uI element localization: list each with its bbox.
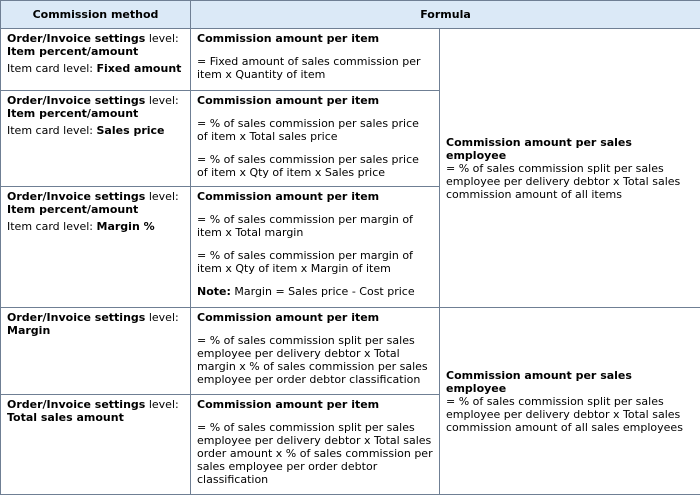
method-level-value: Total sales amount xyxy=(7,411,124,424)
table-row xyxy=(1,308,700,395)
formula-cell xyxy=(191,91,440,187)
formula-text: = % of sales commission split per sales employee per delivery debtor x Total sales order amount x % of sales commission per sales employee per order debtor classification xyxy=(197,421,433,486)
item-card-level-label: Item card level: xyxy=(7,62,97,75)
formula-text: = % of sales commission per sales price of item x Total sales price xyxy=(197,117,419,143)
level-label: level: xyxy=(145,94,179,107)
order-invoice-settings-label: Order/Invoice settings xyxy=(7,190,146,203)
order-invoice-settings-label: Order/Invoice settings xyxy=(7,398,146,411)
method-cell xyxy=(1,395,191,495)
item-card-line xyxy=(7,124,184,137)
header-formula: Formula xyxy=(191,1,700,29)
formula-title: Commission amount per item xyxy=(197,398,380,411)
formula-note xyxy=(197,285,433,298)
employee-formula-title: Commission amount per sales employee xyxy=(446,368,632,395)
formula-text: = % of sales commission per sales price of item x Qty of item x Sales price xyxy=(197,153,419,179)
method-level-value: Item percent/amount xyxy=(7,203,139,216)
method-cell xyxy=(1,91,191,187)
method-level-value: Margin xyxy=(7,324,51,337)
item-card-line xyxy=(7,62,184,75)
table-row xyxy=(1,29,700,91)
item-card-line xyxy=(7,220,184,233)
employee-formula-text: = % of sales commission split per sales employee per delivery debtor x Total sales commission amount of all items xyxy=(446,161,681,201)
item-card-level-value: Margin % xyxy=(96,220,155,233)
method-cell xyxy=(1,29,191,91)
method-level-line xyxy=(7,398,184,424)
item-card-level-value: Sales price xyxy=(96,124,165,137)
employee-formula-title: Commission amount per sales employee xyxy=(446,135,632,162)
formula-cell xyxy=(191,187,440,308)
employee-formula-cell xyxy=(440,29,700,308)
formula-title: Commission amount per item xyxy=(197,32,380,45)
item-card-level-value: Fixed amount xyxy=(96,62,182,75)
formula-cell xyxy=(191,308,440,395)
formula-text: = % of sales commission per margin of item x Qty of item x Margin of item xyxy=(197,249,413,275)
formula-title: Commission amount per item xyxy=(197,311,380,324)
order-invoice-settings-label: Order/Invoice settings xyxy=(7,311,146,324)
note-text: Margin = Sales price - Cost price xyxy=(230,285,415,298)
method-cell xyxy=(1,187,191,308)
method-level-value: Item percent/amount xyxy=(7,107,139,120)
formula-text: = % of sales commission split per sales employee per delivery debtor x Total margin x % of sales commission per sales employee per order debtor classification xyxy=(197,334,428,386)
formula-title: Commission amount per item xyxy=(197,190,380,203)
level-label: level: xyxy=(145,311,179,324)
header-commission-method: Commission method xyxy=(1,1,191,29)
method-level-line xyxy=(7,190,184,216)
method-level-line xyxy=(7,32,184,58)
level-label: level: xyxy=(145,32,179,45)
order-invoice-settings-label: Order/Invoice settings xyxy=(7,32,146,45)
item-card-level-label: Item card level: xyxy=(7,220,97,233)
header-row xyxy=(1,1,700,29)
method-level-line xyxy=(7,311,184,337)
level-label: level: xyxy=(145,398,179,411)
formula-text: = Fixed amount of sales commission per item x Quantity of item xyxy=(197,55,421,81)
method-cell xyxy=(1,308,191,395)
employee-formula-cell xyxy=(440,308,700,495)
item-card-level-label: Item card level: xyxy=(7,124,97,137)
formula-cell xyxy=(191,29,440,91)
note-label: Note: xyxy=(197,285,231,298)
employee-formula-text: = % of sales commission split per sales employee per delivery debtor x Total sales commission amount of all sales employees xyxy=(446,394,683,434)
level-label: level: xyxy=(145,190,179,203)
order-invoice-settings-label: Order/Invoice settings xyxy=(7,94,146,107)
formula-title: Commission amount per item xyxy=(197,94,380,107)
method-level-value: Item percent/amount xyxy=(7,45,139,58)
method-level-line xyxy=(7,94,184,120)
formula-cell xyxy=(191,395,440,495)
formula-text: = % of sales commission per margin of item x Total margin xyxy=(197,213,413,239)
